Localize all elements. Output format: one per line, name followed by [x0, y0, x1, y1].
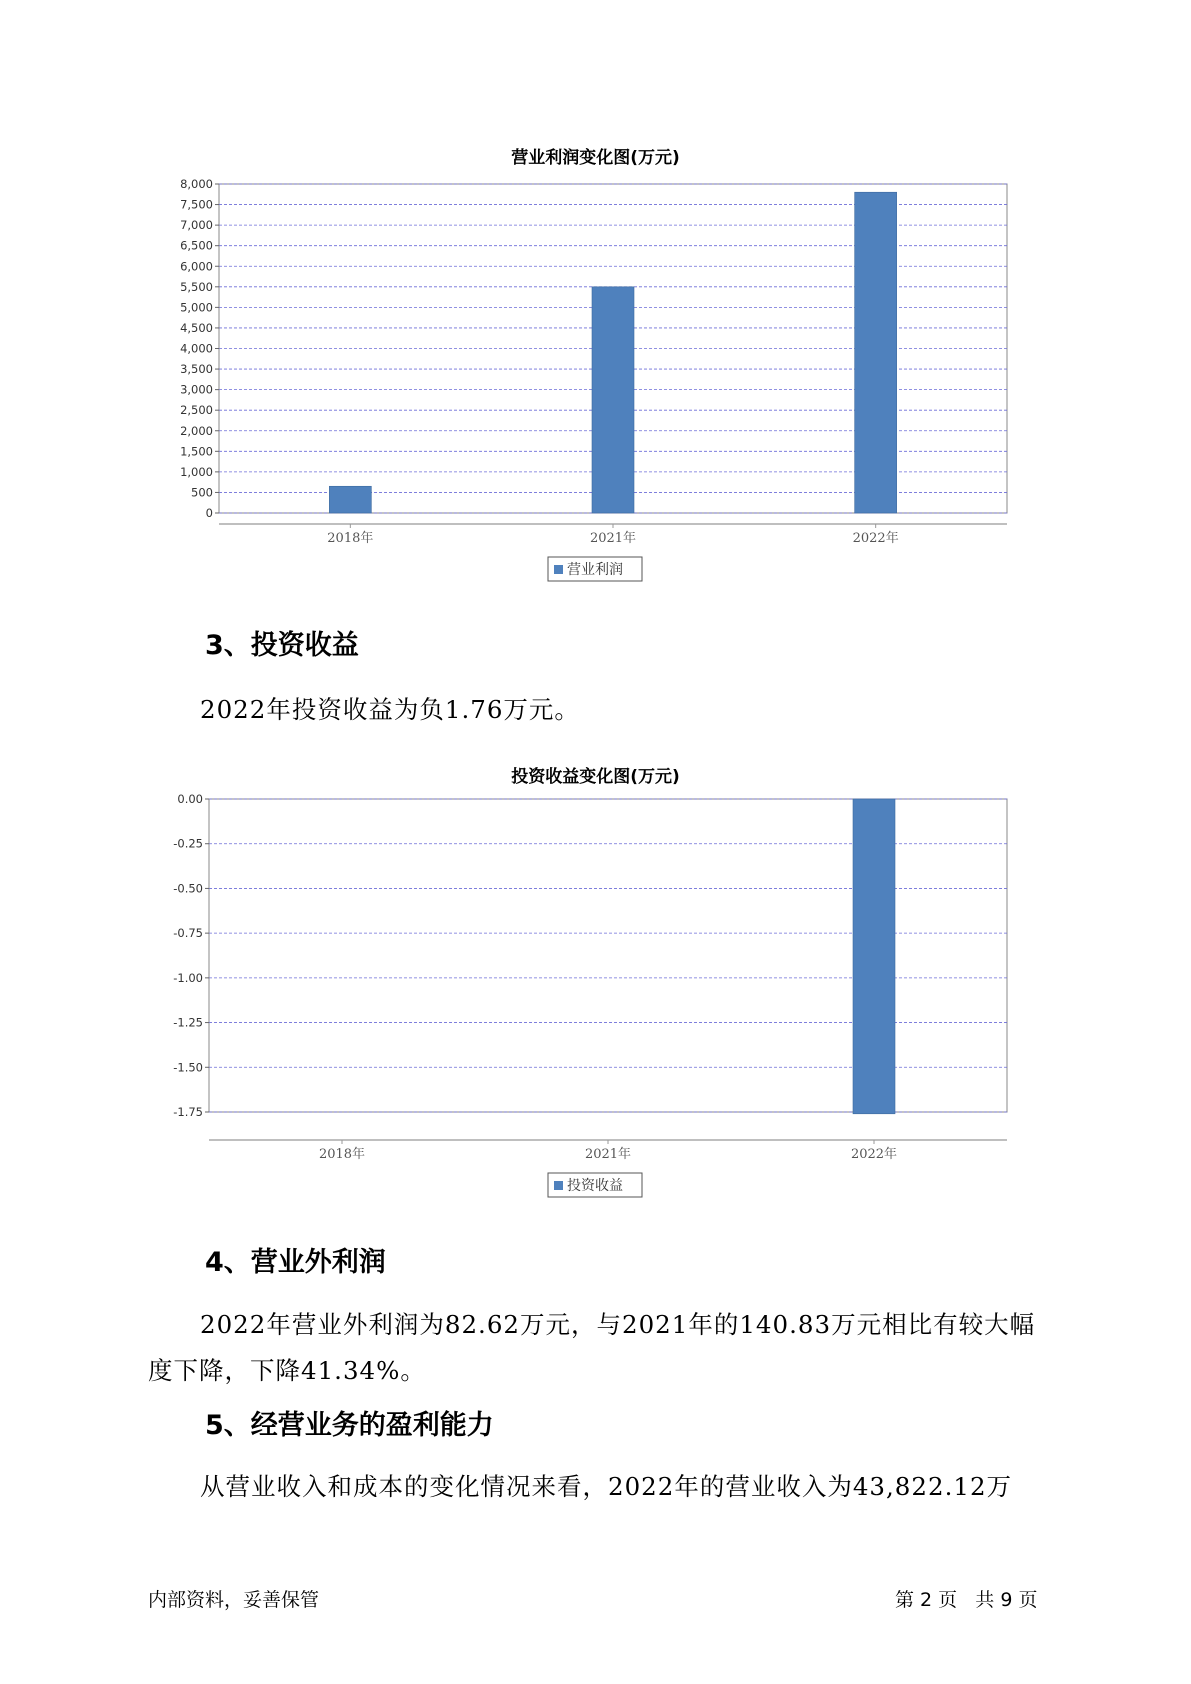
section-4-paragraph [148, 1302, 1058, 1394]
y-tick-label: -1.75 [173, 1105, 203, 1119]
y-tick-label: 4,500 [180, 320, 213, 335]
y-tick-label: -0.75 [173, 926, 203, 941]
section-5-text: 从营业收入和成本的变化情况来看，2022年的营业收入为43,822.12万 [200, 1472, 1013, 1501]
x-tick-label: 2018年 [327, 531, 374, 546]
y-tick-label: 2,500 [180, 403, 213, 418]
footer-page-number: 第 2 页 共 9 页 [895, 1589, 1038, 1611]
y-tick-label: 5,000 [180, 300, 213, 315]
y-tick-label: 0.00 [177, 792, 203, 806]
y-tick-label: -1.25 [173, 1015, 203, 1030]
y-tick-label: -1.50 [173, 1060, 203, 1075]
y-tick-label: 6,500 [180, 238, 213, 253]
x-tick-label: 2021年 [584, 1147, 632, 1162]
chart2-title: 投资收益变化图(万元) [511, 767, 680, 787]
section-4-line1 [148, 1302, 1058, 1348]
y-tick-label: 1,500 [180, 444, 213, 459]
legend-swatch [554, 1181, 563, 1190]
y-tick-label: 5,500 [180, 279, 213, 294]
y-tick-label: 4,000 [180, 341, 213, 356]
y-tick-label: 500 [191, 485, 213, 500]
section-5-heading: 5、经营业务的盈利能力 [205, 1410, 494, 1441]
section-4-text1: 2022年营业外利润为82.62万元，与2021年的140.83万元相比有较大幅 [200, 1310, 1036, 1339]
y-tick-label: 1,000 [180, 464, 213, 479]
x-tick-label: 2022年 [852, 531, 899, 546]
section-3-text: 2022年投资收益为负1.76万元。 [200, 695, 580, 724]
y-tick-label: 7,000 [180, 218, 213, 233]
y-tick-label: -0.25 [173, 836, 203, 851]
section-3-heading: 3、投资收益 [205, 630, 359, 661]
section-4-line2: 度下降，下降41.34%。 [148, 1356, 426, 1385]
legend-label: 投资收益 [567, 1178, 623, 1194]
y-tick-label: 2,000 [180, 423, 213, 438]
chart1-title: 营业利润变化图(万元) [511, 148, 680, 168]
x-tick-label: 2018年 [318, 1147, 366, 1162]
y-tick-label: 6,000 [180, 259, 213, 274]
section-5-paragraph [148, 1464, 1058, 1510]
y-tick-label: 0 [205, 506, 213, 520]
x-tick-label: 2021年 [589, 531, 637, 546]
y-tick-label: 7,500 [180, 197, 213, 212]
bar [853, 799, 895, 1114]
y-tick-label: 3,000 [180, 382, 213, 397]
y-tick-label: -1.00 [173, 970, 203, 985]
footer-confidential: 内部资料，妥善保管 [148, 1589, 320, 1611]
y-tick-label: -0.50 [173, 881, 203, 896]
legend-label: 营业利润 [567, 562, 623, 578]
y-tick-label: 3,500 [180, 362, 213, 377]
section-4-heading: 4、营业外利润 [205, 1247, 386, 1278]
y-tick-label: 8,000 [180, 177, 213, 191]
x-tick-label: 2022年 [850, 1147, 898, 1162]
